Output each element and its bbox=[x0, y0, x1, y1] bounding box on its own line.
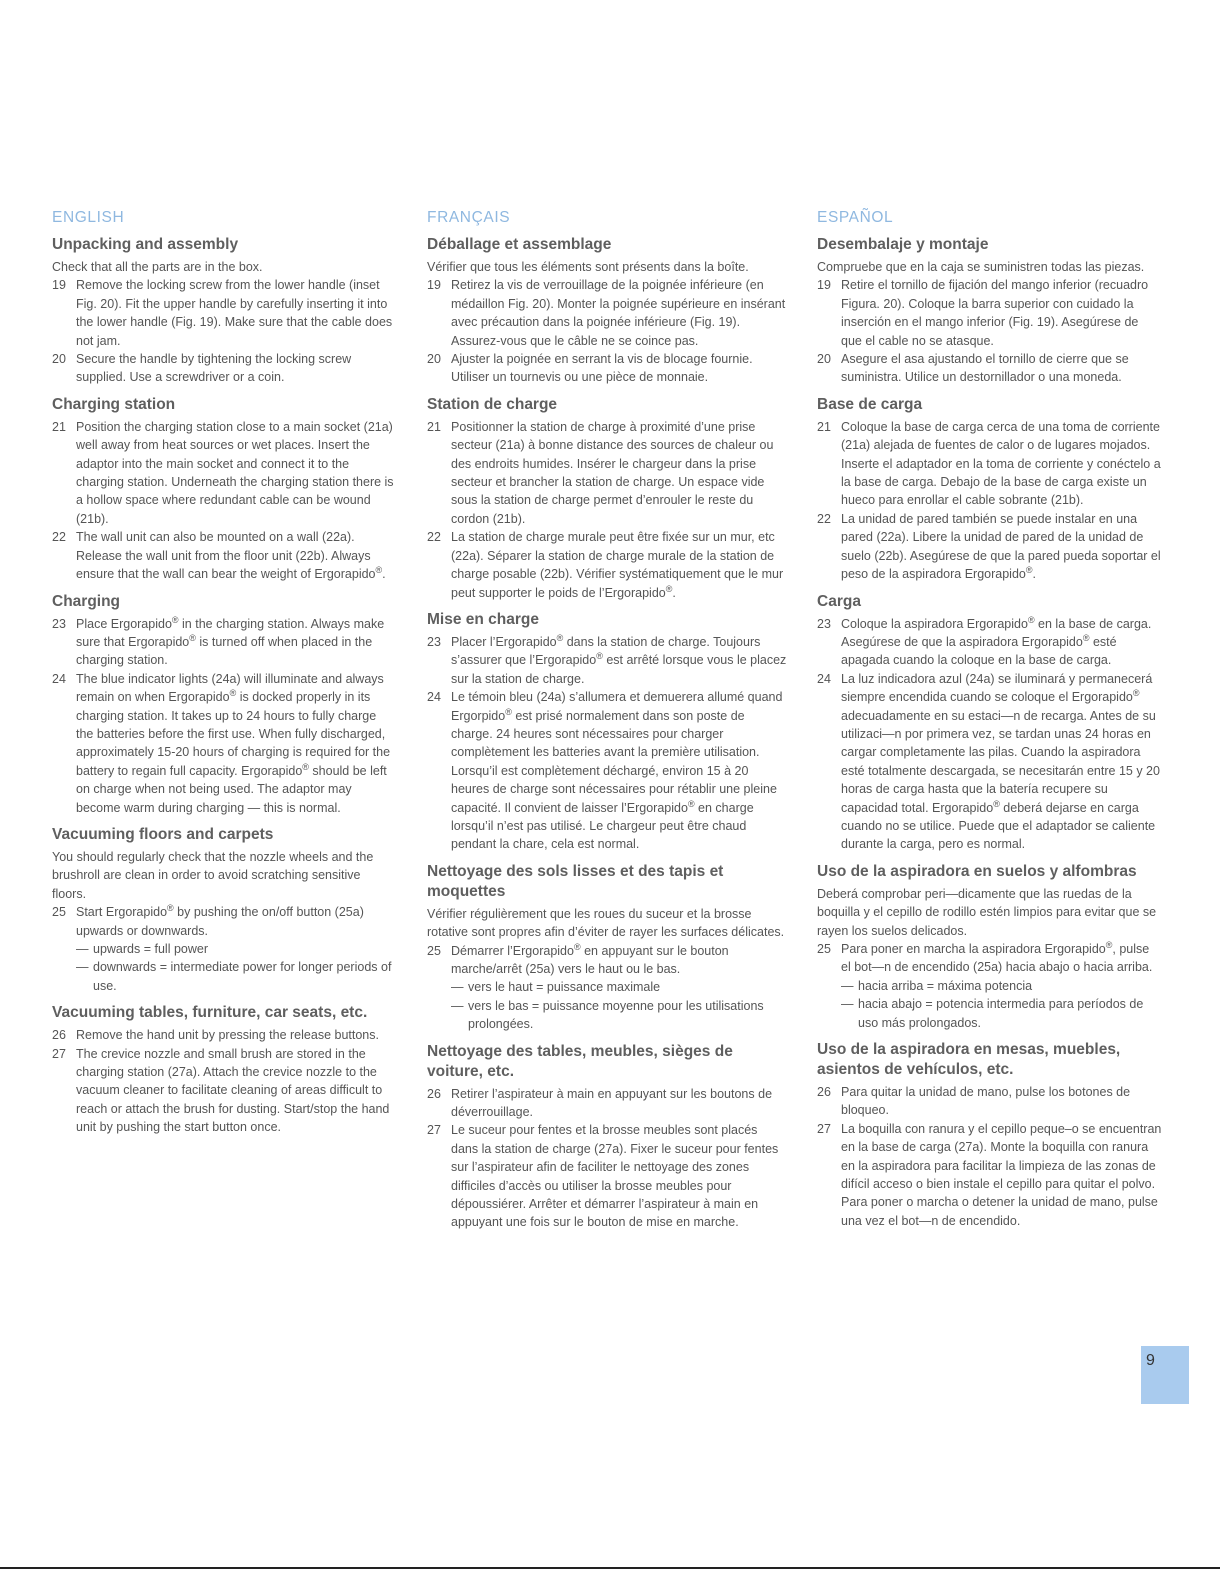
language-heading: ESPAÑOL bbox=[817, 209, 894, 226]
list-item bbox=[427, 633, 787, 688]
item-number: 20 bbox=[427, 352, 441, 367]
item-text: Remove the locking screw from the lower handle (inset Fig. 20). Fit the upper handle by carefully inserting it into the lower handle (Fig. 19). Make sure that the cable does not jam. bbox=[76, 278, 393, 348]
list-item bbox=[427, 688, 787, 854]
column-francais bbox=[427, 209, 787, 1232]
item-number: 21 bbox=[427, 419, 441, 434]
list-item bbox=[817, 418, 1162, 510]
item-text: The crevice nozzle and small brush are stored in the charging station (27a). Attach the crevice nozzle to the vacuum cleaner to facilitate cleaning of areas difficult to reach or attach the brush for dusting. Start/stop the hand unit by pushing the start button once. bbox=[76, 1046, 390, 1135]
list-item bbox=[817, 615, 1162, 670]
item-number: 19 bbox=[52, 278, 66, 293]
item-text: La luz indicadora azul (24a) se iluminará y permanecerá siempre encendida cuando se coloque el Ergorapido® adecuadamente en su estaci—n de recarga. Antes de su utilizaci—n por primera vez, se tardan unas 24 horas en cargar completamente las pilas. Cuando la aspiradora esté totalmente descargada, se necesitarán entre 15 y 20 horas de carga hasta que la batería recupere su capacidad total. Ergorapido® deberá dejarse en carga cuando no se utilice. Puede que el adaptador se caliente durante la carga, pero es normal. bbox=[841, 671, 1160, 852]
item-number: 26 bbox=[817, 1085, 831, 1100]
item-number: 27 bbox=[817, 1121, 831, 1136]
list-item bbox=[427, 276, 787, 350]
item-text: La station de charge murale peut être fixée sur un mur, etc (22a). Séparer la station de charge murale de la station de charge posable (22b). Vérifier systématiquement que le mur peut supporter le poids de l’Ergorapido®. bbox=[451, 530, 784, 600]
item-number: 24 bbox=[52, 671, 66, 686]
sub-item-text: downwards = intermediate power for longer periods of use. bbox=[93, 960, 392, 993]
section-intro: Vérifier régulièrement que les roues du suceur et la brosse rotative sont propres afin d’éviter de rayer les surfaces délicates. bbox=[427, 906, 785, 940]
section bbox=[52, 825, 397, 995]
section bbox=[427, 862, 787, 1034]
item-number: 25 bbox=[52, 905, 66, 920]
item-text: Le suceur pour fentes et la brosse meubles sont placés dans la station de charge (27a). Fixer le suceur pour fentes sur l’aspirateur afin de faciliter le nettoyage des zones difficiles d’accès ou utiliser la brosse meubles pour dépoussiérer. Arrêter et démarrer l’aspirateur à main en appuyant une fois sur le bouton de mise en marche. bbox=[451, 1123, 779, 1230]
section bbox=[817, 395, 1162, 584]
section-title: Déballage et assemblage bbox=[427, 236, 612, 253]
sub-item-text: vers le haut = puissance maximale bbox=[468, 980, 661, 995]
section-title: Vacuuming tables, furniture, car seats, etc. bbox=[52, 1004, 368, 1022]
item-text: Para quitar la unidad de mano, pulse los botones de bloqueo. bbox=[841, 1085, 1131, 1118]
bottom-rule bbox=[0, 1567, 1220, 1569]
item-number: 21 bbox=[817, 419, 831, 434]
section bbox=[427, 610, 787, 854]
item-text: Remove the hand unit by pressing the release buttons. bbox=[76, 1028, 379, 1043]
sub-item bbox=[817, 995, 1162, 1032]
list-item bbox=[817, 1083, 1162, 1120]
section bbox=[52, 235, 397, 387]
item-text: Le témoin bleu (24a) s’allumera et demuerera allumé quand Ergorpido® est prisé normalement dans son poste de charge. 24 heures sont nécessaires pour charger complètement les batteries avant la première utilisation. Lorsqu’il est complètement déchargé, environ 15 à 20 heures de charge sont nécessaires pour rétablir une pleine capacité. Il convient de laisser l’Ergorapido® en charge lorsqu’il n’est pas utilisé. Le chargeur peut être chaud pendant la chare, cela est normal. bbox=[451, 690, 783, 852]
dash-marker: — bbox=[451, 998, 464, 1013]
item-text: Positionner la station de charge à proximité d’une prise secteur (21a) à bonne distance des sources de chaleur ou des endroits humides. Insérer le chargeur dans la prise secteur et brancher la station de charge. Un espace vide sous la station de charge permet d’enrouler le reste du cordon (21b). bbox=[451, 419, 774, 526]
list-item bbox=[52, 1045, 397, 1137]
section-title: Desembalaje y montaje bbox=[817, 236, 989, 253]
item-text: La unidad de pared también se puede instalar en una pared (22a). Libere la unidad de pared de la unidad de suelo (22b). Asegúrese de que la pared pueda soportar el peso de la aspiradora Ergorapido®. bbox=[841, 511, 1161, 582]
section-title: Carga bbox=[817, 592, 861, 610]
section-intro: Deberá comprobar peri—dicamente que las ruedas de la boquilla y el cepillo de rodillo estén limpios para evitar que se rayen los suelos delicados. bbox=[817, 886, 1157, 938]
list-item bbox=[52, 276, 397, 350]
list-item bbox=[817, 276, 1162, 350]
section bbox=[427, 395, 787, 602]
item-number: 24 bbox=[817, 671, 831, 686]
section-intro: Vérifier que tous les éléments sont présents dans la boîte. bbox=[427, 260, 749, 274]
section bbox=[427, 1042, 787, 1232]
section-title: Charging station bbox=[52, 395, 176, 413]
list-item bbox=[817, 510, 1162, 584]
section-title: Charging bbox=[52, 592, 121, 610]
page-number: 9 bbox=[1146, 1352, 1155, 1369]
item-text: Placer l’Ergorapido® dans la station de charge. Toujours s’assurer que l’Ergorapido® est arrêté lorsque vous le placez sur la station de charge. bbox=[451, 632, 787, 686]
item-text: Ajuster la poignée en serrant la vis de blocage fournie. Utiliser un tournevis ou une pièce de monnaie. bbox=[451, 352, 753, 385]
item-number: 22 bbox=[52, 530, 66, 545]
item-text: Retirez la vis de verrouillage de la poignée inférieure (en médaillon Fig. 20). Monter la poignée supérieure en insérant avec précaution dans la poignée inférieure (Fig. 19). Assurez-vous que le câble ne se coince pas. bbox=[451, 278, 786, 348]
section-title: Unpacking and assembly bbox=[52, 236, 239, 253]
section-title: Uso de la aspiradora en suelos y alfombras bbox=[817, 862, 1137, 880]
sub-item bbox=[427, 997, 787, 1034]
sub-item-text: hacia arriba = máxima potencia bbox=[858, 978, 1033, 993]
section bbox=[52, 592, 397, 817]
sub-item-text: upwards = full power bbox=[93, 942, 208, 956]
section-title: Station de charge bbox=[427, 395, 558, 413]
section bbox=[52, 1003, 397, 1136]
section-title: Nettoyage des tables, meubles, sièges de voiture, etc. bbox=[427, 1042, 733, 1080]
section bbox=[817, 235, 1162, 387]
section-intro: Check that all the parts are in the box. bbox=[52, 260, 263, 274]
item-text: Démarrer l’Ergorapido® en appuyant sur le bouton marche/arrêt (25a) vers le haut ou le bas. bbox=[451, 941, 729, 976]
item-text: Coloque la aspiradora Ergorapido® en la base de carga. Asegúrese de que la aspiradora Ergorapido® esté apagada cuando la coloque en la base de carga. bbox=[841, 614, 1152, 668]
list-item bbox=[817, 1120, 1162, 1230]
item-number: 22 bbox=[427, 530, 441, 545]
sub-item bbox=[427, 978, 787, 996]
list-item bbox=[52, 670, 397, 817]
item-text: Coloque la base de carga cerca de una toma de corriente (21a) alejada de fuentes de calor o de lugares mojados. Inserte el adaptador en la toma de corriente y conéctelo a la base de carga. Debajo de la base de carga existe un hueco para enrollar el cable sobrante (21b). bbox=[841, 419, 1161, 508]
item-text: The blue indicator lights (24a) will illuminate and always remain on when Ergorapido® is docked properly in its charging station. It takes up to 24 hours to fully charge the batteries before the first use. When fully discharged, approximately 15-20 hours of charging is required for the battery to regain full capacity. Ergorapido® should be left on charge when not being used. The adaptor may become warm during charging — this is normal. bbox=[76, 671, 391, 815]
list-item bbox=[52, 528, 397, 583]
section-title: Mise en charge bbox=[427, 610, 539, 628]
item-text: Retirer l’aspirateur à main en appuyant sur les boutons de déverrouillage. bbox=[451, 1086, 773, 1120]
item-text: Retire el tornillo de fijación del mango inferior (recuadro Figura. 20). Coloque la barra superior con cuidado la inserción en el mango inferior (Fig. 19). Asegúrese de que el cable no se atasque. bbox=[841, 278, 1149, 348]
item-number: 27 bbox=[52, 1046, 66, 1061]
column-english bbox=[52, 209, 397, 1137]
sub-item-text: vers le bas = puissance moyenne pour les utilisations prolongées. bbox=[468, 998, 764, 1032]
list-item bbox=[427, 942, 787, 979]
dash-marker: — bbox=[76, 942, 89, 956]
item-number: 19 bbox=[427, 278, 441, 293]
section-title: Base de carga bbox=[817, 395, 923, 413]
section-title: Vacuuming floors and carpets bbox=[52, 825, 274, 843]
section bbox=[817, 1040, 1162, 1230]
item-number: 26 bbox=[52, 1028, 66, 1043]
section-intro: You should regularly check that the nozzle wheels and the brushroll are clean in order to avoid scratching sensitive floors. bbox=[52, 849, 374, 901]
column-espanol bbox=[817, 209, 1162, 1230]
list-item bbox=[817, 670, 1162, 854]
item-number: 23 bbox=[427, 634, 441, 649]
language-heading: ENGLISH bbox=[52, 209, 125, 226]
sub-item bbox=[52, 940, 397, 958]
section-intro: Compruebe que en la caja se suministren todas las piezas. bbox=[817, 260, 1145, 274]
list-item bbox=[817, 940, 1162, 977]
list-item bbox=[427, 1121, 787, 1231]
list-item bbox=[52, 350, 397, 387]
sub-item bbox=[52, 958, 397, 995]
list-item bbox=[427, 528, 787, 602]
dash-marker: — bbox=[841, 997, 854, 1012]
section bbox=[817, 862, 1162, 1032]
item-number: 26 bbox=[427, 1086, 441, 1101]
language-heading: FRANÇAIS bbox=[427, 209, 511, 226]
item-number: 23 bbox=[817, 616, 831, 631]
section-title: Nettoyage des sols lisses et des tapis et moquettes bbox=[427, 862, 724, 900]
list-item bbox=[52, 615, 397, 670]
item-number: 27 bbox=[427, 1123, 441, 1138]
section-title: Uso de la aspiradora en mesas, muebles, asientos de vehículos, etc. bbox=[817, 1041, 1121, 1079]
item-number: 22 bbox=[817, 511, 831, 526]
item-number: 21 bbox=[52, 419, 66, 434]
item-text: La boquilla con ranura y el cepillo peque–o se encuentran en la base de carga (27a). Monte la boquilla con ranura en la aspiradora para facilitar la limpieza de las zonas de difícil acceso o bien instale el cepillo para quitar el polvo. Para poner o marcha o detener la unidad de mano, pulse una vez el bot—n de encendido. bbox=[841, 1121, 1162, 1228]
list-item bbox=[52, 903, 397, 940]
item-number: 25 bbox=[427, 943, 441, 958]
item-text: Para poner en marcha la aspiradora Ergorapido®, pulse el bot—n de encendido (25a) hacia abajo o hacia arriba. bbox=[841, 939, 1153, 975]
item-number: 19 bbox=[817, 278, 831, 293]
list-item bbox=[427, 1085, 787, 1122]
sub-item bbox=[817, 977, 1162, 995]
section bbox=[427, 235, 787, 387]
item-number: 20 bbox=[52, 352, 66, 367]
dash-marker: — bbox=[76, 960, 89, 975]
item-number: 24 bbox=[427, 690, 441, 705]
item-text: Position the charging station close to a main socket (21a) well away from heat sources or wet places. Insert the adaptor into the main socket and connect it to the charging station. Underneath the charging station there is a hollow space where redundant cable can be wound (21b). bbox=[76, 419, 394, 526]
sub-item-text: hacia abajo = potencia intermedia para períodos de uso más prolongados. bbox=[858, 997, 1144, 1030]
item-text: The wall unit can also be mounted on a wall (22a). Release the wall unit from the floor unit (22b). Always ensure that the wall can bear the weight of Ergorapido®. bbox=[76, 530, 386, 582]
item-text: Place Ergorapido® in the charging station. Always make sure that Ergorapido® is turned off when placed in the charging station. bbox=[76, 614, 385, 668]
section bbox=[817, 592, 1162, 854]
item-number: 25 bbox=[817, 942, 831, 956]
item-number: 23 bbox=[52, 616, 66, 631]
section bbox=[52, 395, 397, 584]
item-number: 20 bbox=[817, 352, 831, 367]
list-item bbox=[52, 418, 397, 528]
list-item bbox=[817, 350, 1162, 387]
page-number-box bbox=[1141, 1346, 1189, 1404]
list-item bbox=[52, 1026, 397, 1044]
item-text: Start Ergorapido® by pushing the on/off button (25a) upwards or downwards. bbox=[76, 903, 364, 938]
item-text: Asegure el asa ajustando el tornillo de cierre que se suministra. Utilice un destornillador o una moneda. bbox=[841, 352, 1129, 385]
dash-marker: — bbox=[451, 980, 464, 995]
dash-marker: — bbox=[841, 978, 854, 993]
list-item bbox=[427, 350, 787, 387]
item-text: Secure the handle by tightening the locking screw supplied. Use a screwdriver or a coin. bbox=[76, 352, 352, 385]
list-item bbox=[427, 418, 787, 528]
